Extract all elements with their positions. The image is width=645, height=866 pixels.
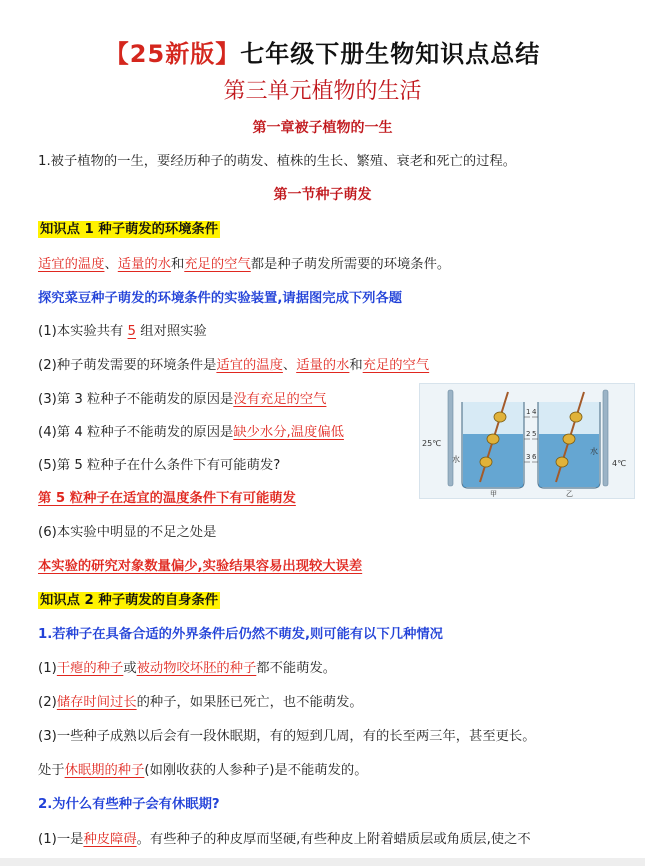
seed-number-4: 4: [532, 408, 537, 416]
q2: [38, 354, 429, 373]
kp1-heading: [38, 218, 220, 237]
case-2-end: 的种子，如果胚已死亡，也不能萌发。: [136, 695, 363, 710]
right-water-label: 水: [590, 447, 598, 456]
q2-answer-c: 充足的空气: [362, 358, 430, 373]
kp2-question-1: 1.若种子在具备合适的外界条件后仍然不萌发,则可能有以下几种情况: [38, 627, 443, 642]
experiment-figure: [419, 383, 635, 499]
right-caption: 乙: [566, 490, 573, 498]
answer-air: 充足的空气: [184, 257, 251, 272]
case-prefix: (1): [38, 661, 57, 676]
kp2-question-2: 2.为什么有些种子会有休眠期?: [38, 797, 220, 812]
experiment-question: 探究菜豆种子萌发的环境条件的实验装置,请据图完成下列各题: [38, 291, 403, 306]
case-4-start: (1)一是: [38, 832, 84, 847]
left-water-label: 水: [452, 455, 460, 464]
left-temperature-label: 25℃: [422, 439, 442, 448]
answer-water: 适量的水: [117, 257, 171, 272]
q3: [38, 388, 326, 407]
edition-badge: 【25新版】: [104, 40, 241, 68]
answer-temperature: 适宜的温度: [38, 257, 105, 272]
case-1-answer-b: 被动物咬坏胚的种子: [136, 661, 257, 676]
case-3b-end: (如刚收获的人参种子)是不能萌发的。: [144, 763, 368, 778]
q1-text: (1)本实验共有: [38, 324, 128, 339]
sep: 和: [170, 257, 185, 272]
kp2-heading: [38, 589, 220, 608]
right-temperature-label: 4℃: [612, 459, 627, 468]
kp2-case-4: [38, 828, 531, 847]
section-title: 第一节种子萌发: [273, 187, 372, 203]
kp2-case-1: [38, 657, 336, 676]
sep: 、: [282, 358, 297, 373]
q3-answer: 没有充足的空气: [233, 392, 327, 407]
q2-text: (2)种子萌发需要的环境条件是: [38, 358, 217, 373]
seed-number-5: 5: [532, 430, 537, 438]
kp2-label: 知识点 2 种子萌发的自身条件: [40, 593, 219, 608]
intro-text: 1.被子植物的一生，要经历种子的萌发、植株的生长、繁殖、衰老和死亡的过程。: [38, 154, 517, 169]
case-4-end: 。有些种子的种皮厚而坚硬,有些种皮上附着蜡质层或角质层,使之不: [136, 832, 531, 847]
case-1-answer-a: 干瘪的种子: [56, 661, 124, 676]
q5: (5)第 5 粒种子在什么条件下有可能萌发?: [38, 458, 281, 473]
q1-text-end: 组对照实验: [136, 324, 207, 339]
q2-answer-a: 适宜的温度: [216, 358, 283, 373]
q1: [38, 320, 207, 339]
q1-answer: 5: [127, 324, 137, 339]
sentence-rest: 都是种子萌发所需要的环境条件。: [250, 257, 451, 272]
kp1-sentence: [38, 253, 450, 272]
case-prefix: (2): [38, 695, 57, 710]
case-1-end: 都不能萌发。: [256, 661, 337, 676]
q2-answer-b: 适量的水: [296, 358, 350, 373]
chapter-title: 第一章被子植物的一生: [252, 120, 393, 136]
unit-title: 第三单元植物的生活: [223, 79, 422, 104]
q6-answer: 本实验的研究对象数量偏少,实验结果容易出现较大误差: [38, 559, 363, 574]
seed-number-6: 6: [532, 453, 537, 461]
page-bottom-bar: [0, 858, 645, 866]
q5-answer: 第 5 粒种子在适宜的温度条件下有可能萌发: [38, 491, 296, 506]
kp1-label: 知识点 1 种子萌发的环境条件: [40, 222, 219, 237]
case-3b-answer: 休眠期的种子: [64, 763, 145, 778]
kp2-case-3b: [38, 759, 368, 778]
kp2-case-3: (3)一些种子成熟以后会有一段休眠期，有的短到几周，有的长至两三年，甚至更长。: [38, 729, 536, 744]
seed-number-1: 1: [526, 408, 531, 416]
case-4-answer: 种皮障碍: [83, 832, 137, 847]
q3-text: (3)第 3 粒种子不能萌发的原因是: [38, 392, 234, 407]
sep: 、: [104, 257, 118, 272]
document-title: [0, 34, 645, 69]
case-1-mid: 或: [123, 661, 137, 676]
seed-number-2: 2: [526, 430, 531, 438]
q6: (6)本实验中明显的不足之处是: [38, 525, 217, 540]
left-caption: 甲: [490, 490, 497, 498]
q4-text: (4)第 4 粒种子不能萌发的原因是: [38, 425, 234, 440]
case-2-answer: 储存时间过长: [56, 695, 137, 710]
sep: 和: [349, 358, 363, 373]
seed-number-3: 3: [526, 453, 531, 461]
title-main: 七年级下册生物知识点总结: [240, 40, 541, 68]
kp2-case-2: [38, 691, 363, 710]
q4: [38, 421, 344, 440]
beaker-diagram: [420, 384, 634, 498]
case-3b-start: 处于: [38, 763, 65, 778]
q4-answer: 缺少水分,温度偏低: [233, 425, 344, 440]
